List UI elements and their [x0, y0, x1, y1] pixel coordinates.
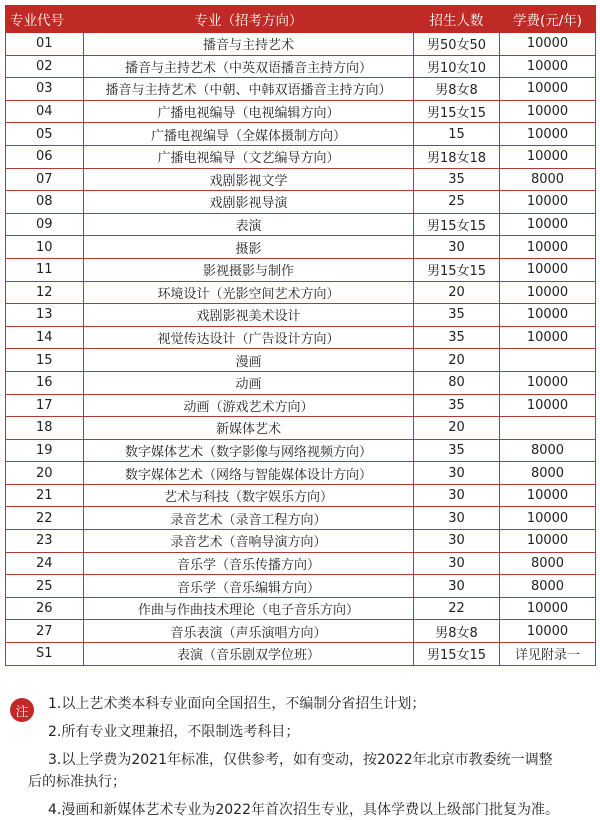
cell-enrollment: 35 — [414, 304, 500, 327]
table-row — [6, 484, 596, 507]
cell-major-code: 11 — [6, 258, 84, 281]
cell-major-name: 漫画 — [84, 349, 414, 372]
cell-enrollment: 20 — [414, 349, 500, 372]
header-enrollment: 招生人数 — [414, 6, 500, 33]
cell-major-code: 08 — [6, 191, 84, 214]
cell-enrollment: 男8女8 — [414, 78, 500, 101]
cell-tuition: 10000 — [500, 597, 596, 620]
cell-tuition: 10000 — [500, 620, 596, 643]
cell-major-code: 07 — [6, 168, 84, 191]
cell-major-name: 戏剧影视美术设计 — [84, 304, 414, 327]
cell-enrollment: 25 — [414, 191, 500, 214]
cell-major-name: 音乐表演（声乐演唱方向） — [84, 620, 414, 643]
cell-tuition: 10000 — [500, 55, 596, 78]
cell-major-name: 表演（音乐剧双学位班） — [84, 643, 414, 666]
cell-major-code: 24 — [6, 552, 84, 575]
cell-enrollment: 30 — [414, 484, 500, 507]
cell-major-code: 25 — [6, 575, 84, 598]
cell-major-code: 21 — [6, 484, 84, 507]
table-row — [6, 100, 596, 123]
table-row — [6, 394, 596, 417]
cell-tuition: 10000 — [500, 326, 596, 349]
table-row — [6, 168, 596, 191]
table-row — [6, 643, 596, 666]
cell-major-name: 数字媒体艺术（数字影像与网络视频方向） — [84, 439, 414, 462]
cell-tuition: 10000 — [500, 281, 596, 304]
cell-enrollment: 35 — [414, 326, 500, 349]
cell-enrollment: 30 — [414, 552, 500, 575]
cell-enrollment: 30 — [414, 236, 500, 259]
cell-major-code: 22 — [6, 507, 84, 530]
cell-tuition: 10000 — [500, 33, 596, 56]
cell-tuition: 10000 — [500, 394, 596, 417]
cell-enrollment: 男15女15 — [414, 100, 500, 123]
table-row — [6, 439, 596, 462]
cell-major-name: 表演 — [84, 213, 414, 236]
cell-major-code: 15 — [6, 349, 84, 372]
cell-major-code: 23 — [6, 530, 84, 553]
note-line-1: 1.以上艺术类本科专业面向全国招生，不编制分省招生计划； — [48, 696, 426, 712]
cell-tuition: 10000 — [500, 530, 596, 553]
major-table — [5, 5, 596, 666]
header-tuition: 学费(元/年) — [500, 6, 596, 33]
cell-enrollment: 30 — [414, 575, 500, 598]
cell-major-name: 播音与主持艺术（中朝、中韩双语播音主持方向） — [84, 78, 414, 101]
cell-major-name: 戏剧影视文学 — [84, 168, 414, 191]
table-row — [6, 349, 596, 372]
cell-enrollment: 35 — [414, 394, 500, 417]
cell-tuition: 10000 — [500, 507, 596, 530]
cell-enrollment: 35 — [414, 168, 500, 191]
cell-tuition: 8000 — [500, 575, 596, 598]
cell-major-name: 录音艺术（音响导演方向） — [84, 530, 414, 553]
cell-major-code: 06 — [6, 145, 84, 168]
cell-tuition: 10000 — [500, 100, 596, 123]
cell-tuition: 8000 — [500, 552, 596, 575]
cell-major-code: 02 — [6, 55, 84, 78]
cell-major-code: 04 — [6, 100, 84, 123]
cell-major-name: 新媒体艺术 — [84, 417, 414, 440]
cell-enrollment: 男15女15 — [414, 213, 500, 236]
table-row — [6, 575, 596, 598]
cell-tuition: 详见附录一 — [500, 643, 596, 666]
cell-major-code: 05 — [6, 123, 84, 146]
table-header-row — [6, 6, 596, 33]
cell-major-code: 14 — [6, 326, 84, 349]
cell-major-name: 视觉传达设计（广告设计方向） — [84, 326, 414, 349]
table-row — [6, 417, 596, 440]
cell-major-name: 艺术与科技（数字娱乐方向） — [84, 484, 414, 507]
cell-major-code: 18 — [6, 417, 84, 440]
cell-tuition: 8000 — [500, 462, 596, 485]
cell-major-code: 03 — [6, 78, 84, 101]
cell-major-name: 播音与主持艺术（中英双语播音主持方向） — [84, 55, 414, 78]
cell-major-name: 动画（游戏艺术方向） — [84, 394, 414, 417]
cell-enrollment: 30 — [414, 530, 500, 553]
table-row — [6, 145, 596, 168]
cell-major-name: 动画 — [84, 371, 414, 394]
cell-enrollment: 男8女8 — [414, 620, 500, 643]
table-row — [6, 236, 596, 259]
cell-major-name: 环境设计（光影空间艺术方向） — [84, 281, 414, 304]
table-row — [6, 78, 596, 101]
table-row — [6, 33, 596, 56]
table-row — [6, 258, 596, 281]
cell-major-name: 广播电视编导（全媒体摄制方向） — [84, 123, 414, 146]
cell-major-name: 摄影 — [84, 236, 414, 259]
cell-major-code: 26 — [6, 597, 84, 620]
cell-tuition: 10000 — [500, 236, 596, 259]
cell-enrollment: 20 — [414, 417, 500, 440]
note-line-3: 3.以上学费为2021年标准，仅供参考，如有变动，按2022年北京市教委统一调整 — [48, 752, 553, 768]
cell-enrollment: 15 — [414, 123, 500, 146]
cell-tuition — [500, 349, 596, 372]
cell-major-name: 播音与主持艺术 — [84, 33, 414, 56]
note-badge: 注 — [10, 698, 34, 722]
cell-tuition: 10000 — [500, 304, 596, 327]
cell-major-name: 影视摄影与制作 — [84, 258, 414, 281]
cell-major-code: 01 — [6, 33, 84, 56]
cell-enrollment: 男50女50 — [414, 33, 500, 56]
cell-major-code: 13 — [6, 304, 84, 327]
table-row — [6, 620, 596, 643]
table-row — [6, 326, 596, 349]
cell-major-code: 19 — [6, 439, 84, 462]
cell-enrollment: 男10女10 — [414, 55, 500, 78]
table-row — [6, 530, 596, 553]
cell-major-code: 10 — [6, 236, 84, 259]
cell-major-name: 音乐学（音乐编辑方向） — [84, 575, 414, 598]
cell-major-code: 16 — [6, 371, 84, 394]
cell-major-code: 12 — [6, 281, 84, 304]
cell-tuition: 10000 — [500, 191, 596, 214]
table-row — [6, 55, 596, 78]
cell-enrollment: 男18女18 — [414, 145, 500, 168]
cell-major-name: 戏剧影视导演 — [84, 191, 414, 214]
cell-enrollment: 22 — [414, 597, 500, 620]
table-row — [6, 462, 596, 485]
cell-tuition: 10000 — [500, 258, 596, 281]
cell-enrollment: 35 — [414, 439, 500, 462]
cell-major-name: 音乐学（音乐传播方向） — [84, 552, 414, 575]
cell-major-code: 17 — [6, 394, 84, 417]
notes-section — [0, 668, 600, 820]
cell-tuition: 10000 — [500, 213, 596, 236]
note-line-4: 4.漫画和新媒体艺术专业为2022年首次招生专业，具体学费以上级部门批复为准。 — [48, 802, 559, 818]
cell-enrollment: 30 — [414, 462, 500, 485]
cell-enrollment: 男15女15 — [414, 258, 500, 281]
note-line-3-cont: 后的标准执行； — [28, 774, 126, 790]
table-row — [6, 213, 596, 236]
cell-tuition — [500, 417, 596, 440]
cell-major-name: 广播电视编导（文艺编导方向） — [84, 145, 414, 168]
table-row — [6, 123, 596, 146]
table-row — [6, 597, 596, 620]
cell-major-code: S1 — [6, 643, 84, 666]
cell-major-name: 作曲与作曲技术理论（电子音乐方向） — [84, 597, 414, 620]
cell-major-name: 数字媒体艺术（网络与智能媒体设计方向） — [84, 462, 414, 485]
header-major-name: 专业（招考方向） — [84, 6, 414, 33]
table-body — [6, 33, 596, 666]
cell-tuition: 10000 — [500, 484, 596, 507]
cell-tuition: 8000 — [500, 439, 596, 462]
cell-tuition: 10000 — [500, 371, 596, 394]
note-line-2: 2.所有专业文理兼招，不限制选考科目； — [48, 724, 300, 740]
cell-tuition: 10000 — [500, 123, 596, 146]
cell-major-code: 27 — [6, 620, 84, 643]
table-row — [6, 191, 596, 214]
cell-enrollment: 20 — [414, 281, 500, 304]
table-row — [6, 304, 596, 327]
cell-enrollment: 男15女15 — [414, 643, 500, 666]
cell-enrollment: 80 — [414, 371, 500, 394]
cell-major-code: 09 — [6, 213, 84, 236]
table-row — [6, 371, 596, 394]
cell-major-name: 广播电视编导（电视编辑方向） — [84, 100, 414, 123]
cell-major-code: 20 — [6, 462, 84, 485]
cell-tuition: 8000 — [500, 168, 596, 191]
cell-tuition: 10000 — [500, 78, 596, 101]
table-row — [6, 281, 596, 304]
header-major-code: 专业代号 — [6, 6, 84, 33]
cell-major-name: 录音艺术（录音工程方向） — [84, 507, 414, 530]
cell-tuition: 10000 — [500, 145, 596, 168]
cell-enrollment: 30 — [414, 507, 500, 530]
table-row — [6, 552, 596, 575]
table-row — [6, 507, 596, 530]
